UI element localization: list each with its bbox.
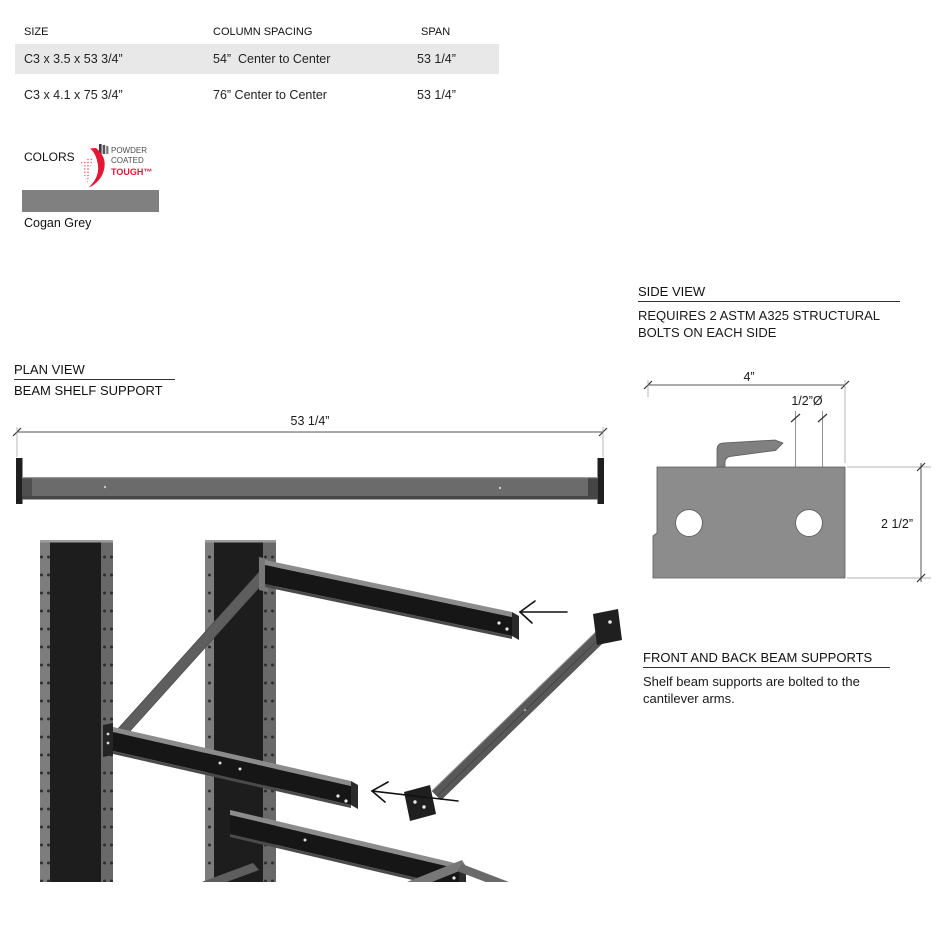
plan-view-block bbox=[14, 362, 214, 398]
front-back-title: FRONT AND BACK BEAM SUPPORTS bbox=[643, 650, 890, 668]
support-end-plate-top bbox=[593, 609, 622, 645]
upright-column-left bbox=[40, 540, 113, 882]
span-value: 53 1/4” bbox=[417, 88, 456, 102]
logo-text-tough: TOUGH™ bbox=[111, 167, 153, 177]
plate-hole bbox=[413, 800, 416, 803]
plan-view-diagram bbox=[0, 405, 620, 510]
beam-end-plate-left bbox=[16, 458, 23, 504]
size-value: C3 x 4.1 x 75 3/4” bbox=[24, 88, 123, 102]
beam-hole bbox=[499, 487, 501, 489]
base-brace-stub bbox=[457, 864, 535, 882]
beam-shelf-support-piece bbox=[404, 609, 622, 821]
arm-bolt-hole bbox=[304, 839, 307, 842]
arm-bolt-hole bbox=[336, 794, 339, 797]
logo-ribbon bbox=[89, 148, 105, 188]
arm-bolt-hole bbox=[344, 799, 347, 802]
plan-dimension-label: 53 1/4” bbox=[290, 414, 330, 428]
size-value: C3 x 3.5 x 53 3/4” bbox=[24, 52, 123, 66]
arm-bolt-hole bbox=[239, 768, 242, 771]
assembly-isometric-diagram bbox=[10, 530, 630, 882]
spacing-value: 76” Center to Center bbox=[213, 88, 327, 102]
support-hook bbox=[717, 440, 783, 467]
plate-hole bbox=[608, 620, 612, 624]
front-back-body-line1: Shelf beam supports are bolted to the bbox=[643, 674, 860, 689]
plan-view-title: PLAN VIEW bbox=[14, 362, 175, 380]
col-header-size: SIZE bbox=[24, 26, 49, 38]
col-header-span: SPAN bbox=[421, 26, 451, 38]
table-row bbox=[15, 80, 499, 110]
support-end-plate-bottom bbox=[404, 785, 436, 821]
powder-coated-tough-logo-icon bbox=[77, 142, 161, 190]
arm-bolt-hole bbox=[452, 876, 455, 879]
plate-hole bbox=[422, 805, 425, 808]
beam-shelf-support-plan bbox=[16, 458, 604, 504]
spacing-value: 54” Center to Center bbox=[213, 52, 331, 66]
plan-dimension-line bbox=[13, 427, 607, 457]
width-dimension-label: 4” bbox=[743, 370, 755, 384]
plan-view-subtitle: BEAM SHELF SUPPORT bbox=[14, 383, 163, 398]
table-header-row bbox=[15, 20, 499, 44]
logo-halftone bbox=[81, 156, 93, 186]
front-back-supports-block bbox=[643, 650, 903, 707]
front-back-body-line2: cantilever arms. bbox=[643, 691, 735, 706]
bolt-hole-right bbox=[796, 510, 823, 537]
side-view-note-line2: BOLTS ON EACH SIDE bbox=[638, 325, 777, 340]
beam-hole bbox=[104, 486, 106, 488]
side-view-note-line1: REQUIRES 2 ASTM A325 STRUCTURAL bbox=[638, 308, 881, 323]
table-row bbox=[15, 44, 499, 74]
assembly-arrow-top bbox=[520, 601, 567, 623]
bolt-hole-left bbox=[676, 510, 703, 537]
size-spec-table bbox=[15, 20, 499, 110]
swatch-name: Cogan Grey bbox=[24, 216, 92, 230]
arm-bolt-hole bbox=[505, 627, 508, 630]
side-view-title: SIDE VIEW bbox=[638, 284, 900, 302]
height-dimension-label: 2 1/2” bbox=[881, 517, 913, 531]
side-view-diagram bbox=[635, 355, 945, 603]
span-value: 53 1/4” bbox=[417, 52, 456, 66]
logo-text-coated: COATED bbox=[111, 156, 144, 165]
beam-end-plate-right bbox=[598, 458, 605, 504]
arm-bolt-hole bbox=[219, 762, 222, 765]
side-view-block bbox=[638, 284, 908, 341]
arm-bolt-hole bbox=[497, 621, 500, 624]
hole-dimension-label: 1/2”Ø bbox=[791, 394, 823, 408]
logo-pages-glyph bbox=[99, 144, 108, 154]
col-header-column-spacing: COLUMN SPACING bbox=[213, 26, 313, 38]
color-swatch-cogan-grey bbox=[22, 190, 159, 212]
colors-label: COLORS bbox=[24, 150, 75, 164]
logo-text-powder: POWDER bbox=[111, 146, 147, 155]
cantilever-arm-upper bbox=[259, 557, 519, 640]
